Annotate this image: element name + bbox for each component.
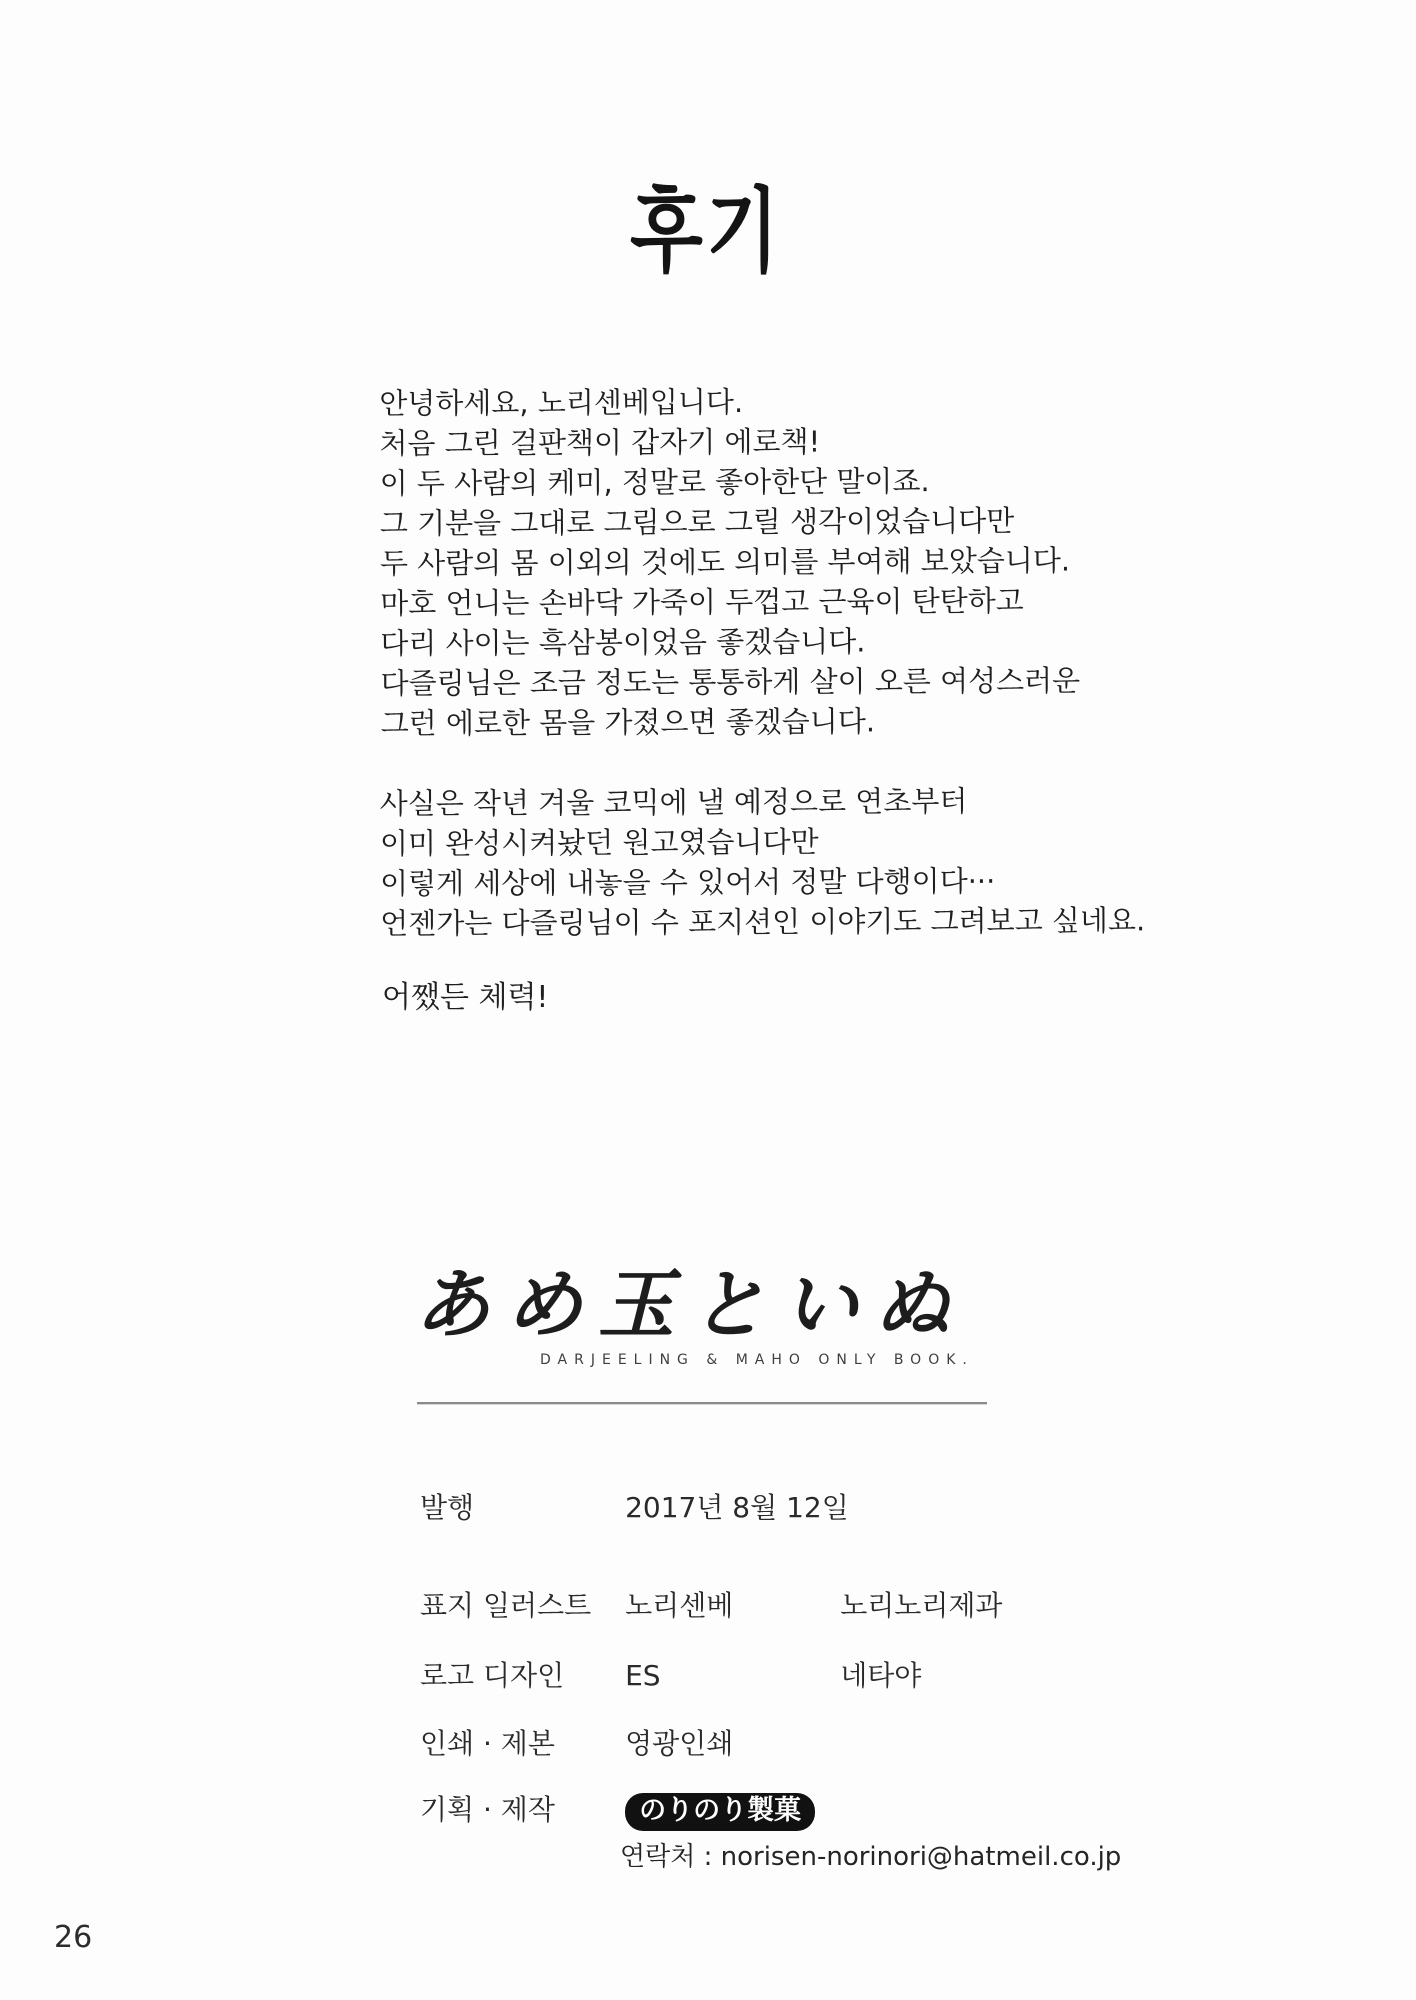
afterword-line: 이 두 사람의 케미, 정말로 좋아한단 말이죠. — [379, 464, 930, 501]
afterword-line: 그 기분을 그대로 그림으로 그릴 생각이었습니다만 — [379, 503, 1015, 541]
colophon-label: 기획 · 제작 — [420, 1793, 555, 1826]
colophon-row-publication — [420, 1486, 849, 1526]
book-logo-subtitle: DARJEELING & MAHO ONLY BOOK. — [540, 1352, 974, 1368]
afterword-line: 안녕하세요, 노리센베입니다. — [379, 384, 744, 421]
afterword-line: 그런 에로한 몸을 가졌으면 좋겠습니다. — [380, 704, 876, 741]
afterword-line: 다즐링님은 조금 정도는 통통하게 살이 오른 여성스러운 — [380, 663, 1081, 701]
book-logo-title: あめ玉といぬ — [414, 1260, 966, 1349]
colophon-label: 인쇄 · 제본 — [420, 1727, 555, 1760]
colophon-label: 표지 일러스트 — [420, 1589, 592, 1622]
page-number: 26 — [54, 1920, 93, 1955]
afterword-line: 이미 완성시켜놨던 원고였습니다만 — [379, 824, 819, 861]
publisher-badge: のりのり製菓 — [625, 1793, 815, 1831]
colophon-row-planning-production — [420, 1788, 820, 1831]
afterword-line: 사실은 작년 겨울 코믹에 낼 예정으로 연초부터 — [379, 784, 968, 821]
colophon-value-secondary: 네타야 — [840, 1659, 922, 1692]
colophon-row-logo-design — [420, 1654, 921, 1694]
colophon-value: 노리센베 — [625, 1589, 734, 1622]
afterword-line: 이렇게 세상에 내놓을 수 있어서 정말 다행이다··· — [380, 863, 996, 901]
colophon-value: ES — [625, 1659, 661, 1692]
afterword-line: 두 사람의 몸 이외의 것에도 의미를 부여해 보았습니다. — [379, 543, 1071, 581]
colophon-value-secondary: 노리노리제과 — [840, 1589, 1003, 1622]
colophon-label: 발행 — [420, 1491, 475, 1524]
afterword-line: 마호 언니는 손바닥 가죽이 두껍고 근육이 탄탄하고 — [380, 583, 1024, 621]
colophon-row-printing-binding — [420, 1722, 840, 1762]
afterword-line: 처음 그린 걸판책이 갑자기 에로책! — [379, 424, 821, 461]
colophon-value: 2017년 8월 12일 — [625, 1491, 849, 1524]
colophon-row-cover-illustration — [420, 1584, 1002, 1624]
contact-email-line: 연락처 : norisen-norinori@hatmeil.co.jp — [620, 1842, 1122, 1872]
afterword-line: 언젠가는 다즐링님이 수 포지션인 이야기도 그려보고 싶네요. — [380, 903, 1146, 941]
colophon-label: 로고 디자인 — [420, 1659, 565, 1692]
afterword-closing-line: 어쨌든 체력! — [382, 980, 549, 1015]
page-title: 후기 — [630, 178, 783, 285]
colophon-value: 영광인쇄 — [625, 1727, 734, 1760]
afterword-line: 다리 사이는 흑삼봉이었음 좋겠습니다. — [380, 624, 866, 661]
